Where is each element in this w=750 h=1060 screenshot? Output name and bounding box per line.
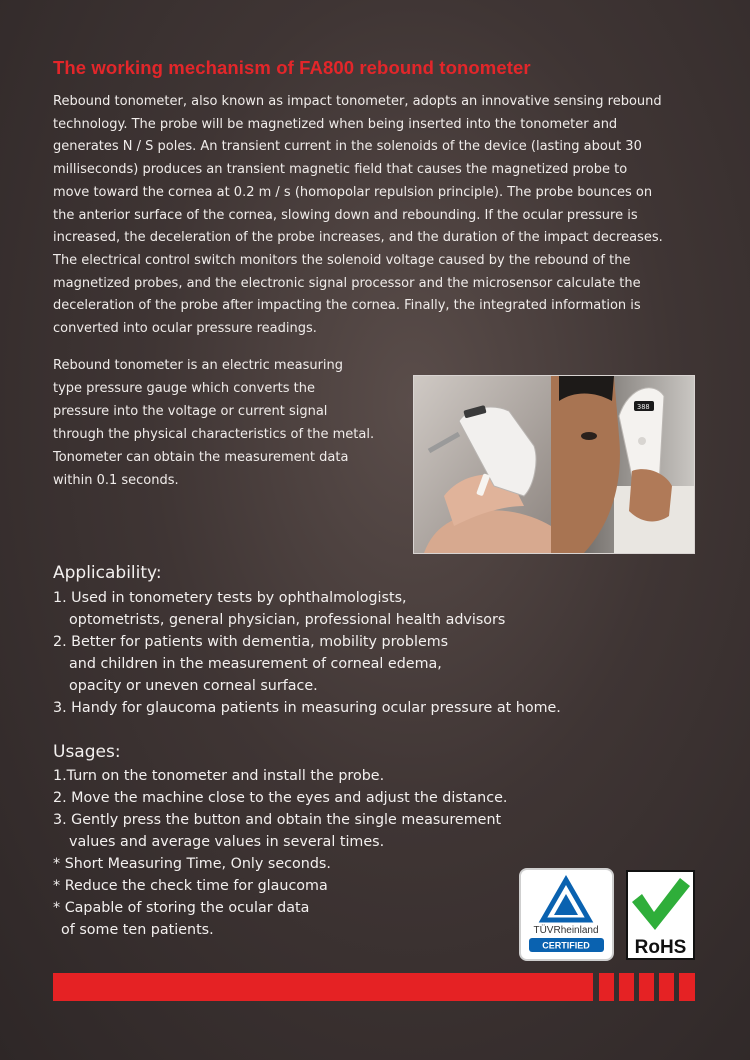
usages-line: 3. Gently press the button and obtain the single measurement	[53, 812, 502, 828]
intro-line: deceleration of the probe after impacting the cornea. Finally, the integrated information is	[53, 298, 641, 314]
footer-bar-segment	[599, 973, 614, 1001]
intro-line: move toward the cornea at 0.2 m / s (homopolar repulsion principle). The probe bounces on	[53, 184, 653, 200]
usages-line: of some ten patients.	[61, 922, 214, 938]
intro-paragraph	[53, 91, 703, 341]
intro-line: increased, the deceleration of the probe increases, and the duration of the impact decreases.	[53, 230, 663, 246]
checkmark-icon	[632, 878, 690, 930]
footer-bar-segment	[639, 973, 654, 1001]
usages-line: 2. Move the machine close to the eyes and adjust the distance.	[53, 790, 508, 806]
applicability-line: 1. Used in tonometery tests by ophthalmologists,	[53, 590, 407, 606]
tuv-brand-text: TÜVRheinland	[533, 925, 599, 936]
usages-line: 1.Turn on the tonometer and install the probe.	[53, 768, 385, 784]
side-line: type pressure gauge which converts the	[53, 381, 316, 396]
intro-line: the anterior surface of the cornea, slowing down and rebounding. If the ocular pressure is	[53, 207, 638, 223]
applicability-line: and children in the measurement of corneal edema,	[69, 656, 442, 672]
side-line: within 0.1 seconds.	[53, 473, 179, 488]
page-title: The working mechanism of FA800 rebound tonometer	[53, 57, 531, 78]
product-photo	[413, 375, 695, 554]
intro-line: technology. The probe will be magnetized when being inserted into the tonometer and	[53, 116, 618, 132]
applicability-line: 3. Handy for glaucoma patients in measuring ocular pressure at home.	[53, 700, 561, 716]
intro-line: converted into ocular pressure readings.	[53, 321, 317, 337]
intro-line: The electrical control switch monitors the solenoid voltage caused by the rebound of the	[53, 252, 631, 268]
usages-line: values and average values in several times.	[69, 834, 385, 850]
applicability-line: 2. Better for patients with dementia, mobility problems	[53, 634, 449, 650]
footer-bar	[53, 973, 593, 1001]
intro-line: generates N / S poles. An transient current in the solenoids of the device (lasting about 30	[53, 139, 642, 155]
intro-line: milliseconds) produces an transient magnetic field that causes the magnetized probe to	[53, 162, 628, 178]
side-line: pressure into the voltage or current signal	[53, 404, 328, 419]
device-display: 388	[637, 403, 650, 411]
usages-line: * Reduce the check time for glaucoma	[53, 878, 328, 894]
intro-line: Rebound tonometer, also known as impact tonometer, adopts an innovative sensing rebound	[53, 94, 662, 109]
footer-bar-segment	[679, 973, 695, 1001]
side-line: Tonometer can obtain the measurement data	[53, 450, 349, 465]
applicability-line: optometrists, general physician, professional health advisors	[69, 612, 506, 628]
rohs-text: RoHS	[634, 937, 687, 958]
side-line: through the physical characteristics of the metal.	[53, 427, 375, 442]
intro-line: magnetized probes, and the electronic signal processor and the microsensor calculate the	[53, 275, 641, 291]
usages-line: * Capable of storing the ocular data	[53, 900, 310, 916]
applicability-heading: Applicability:	[53, 563, 162, 583]
side-paragraph	[53, 354, 403, 492]
tuv-certified-badge	[519, 868, 614, 961]
applicability-line: opacity or uneven corneal surface.	[69, 678, 318, 694]
usages-heading: Usages:	[53, 742, 121, 762]
rohs-badge	[626, 870, 695, 960]
footer-bar-segment	[659, 973, 674, 1001]
usages-line: * Short Measuring Time, Only seconds.	[53, 856, 331, 872]
side-line: Rebound tonometer is an electric measuring	[53, 358, 344, 373]
tuv-certified-text: CERTIFIED	[542, 940, 590, 951]
applicability-list	[53, 587, 561, 719]
footer-bar-segment	[619, 973, 634, 1001]
usages-list	[53, 765, 507, 941]
